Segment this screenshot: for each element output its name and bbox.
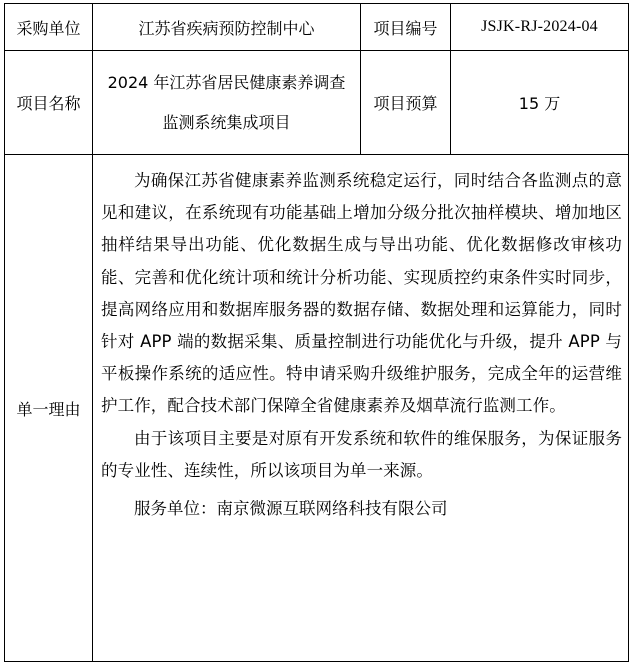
project-name-line1: 2024 年江苏省居民健康素养调查: [107, 72, 346, 92]
budget-value: 15 万: [451, 51, 629, 155]
reason-paragraph-2: 由于该项目主要是对原有开发系统和软件的维保服务，为保证服务的专业性、连续性，所以该项目为单一来源。: [101, 428, 622, 480]
procurement-info-table: [4, 3, 629, 662]
purchaser-value: 江苏省疾病预防控制中心: [93, 4, 361, 51]
table-row: [5, 51, 629, 155]
table-row: [5, 155, 629, 662]
table-row: [5, 4, 629, 51]
project-name-label: 项目名称: [5, 51, 93, 155]
service-unit: 服务单位：南京微源互联网络科技有限公司: [134, 499, 448, 519]
purchaser-label: 采购单位: [5, 4, 93, 51]
project-no-label: 项目编号: [361, 4, 451, 51]
project-name-line2: 监测系统集成项目: [162, 112, 291, 132]
single-reason-content: [93, 155, 629, 662]
reason-paragraph-1: 为确保江苏省健康素养监测系统稳定运行，同时结合各监测点的意见和建议，在系统现有功能基础上增加分级分批次抽样模块、增加地区抽样结果导出功能、优化数据生成与导出功能、优化数据修改审核功能、完善和优化统计项和统计分析功能、实现质控约束条件实时同步，提高网络应用和数据库服务器的数据存储、数据处理和运算能力，同时针对 APP 端的数据采集、质量控制进行功能优化与升级，提升 APP 与平板操作系统的适应性。特申请采购升级维护服务，完成全年的运营维护工作，配合技术部门保障全省健康素养及烟草流行监测工作。: [101, 171, 622, 416]
single-reason-label: 单一理由: [5, 155, 93, 662]
project-no-value: JSJK-RJ-2024-04: [451, 4, 629, 51]
project-name-value: [93, 51, 361, 155]
budget-label: 项目预算: [361, 51, 451, 155]
